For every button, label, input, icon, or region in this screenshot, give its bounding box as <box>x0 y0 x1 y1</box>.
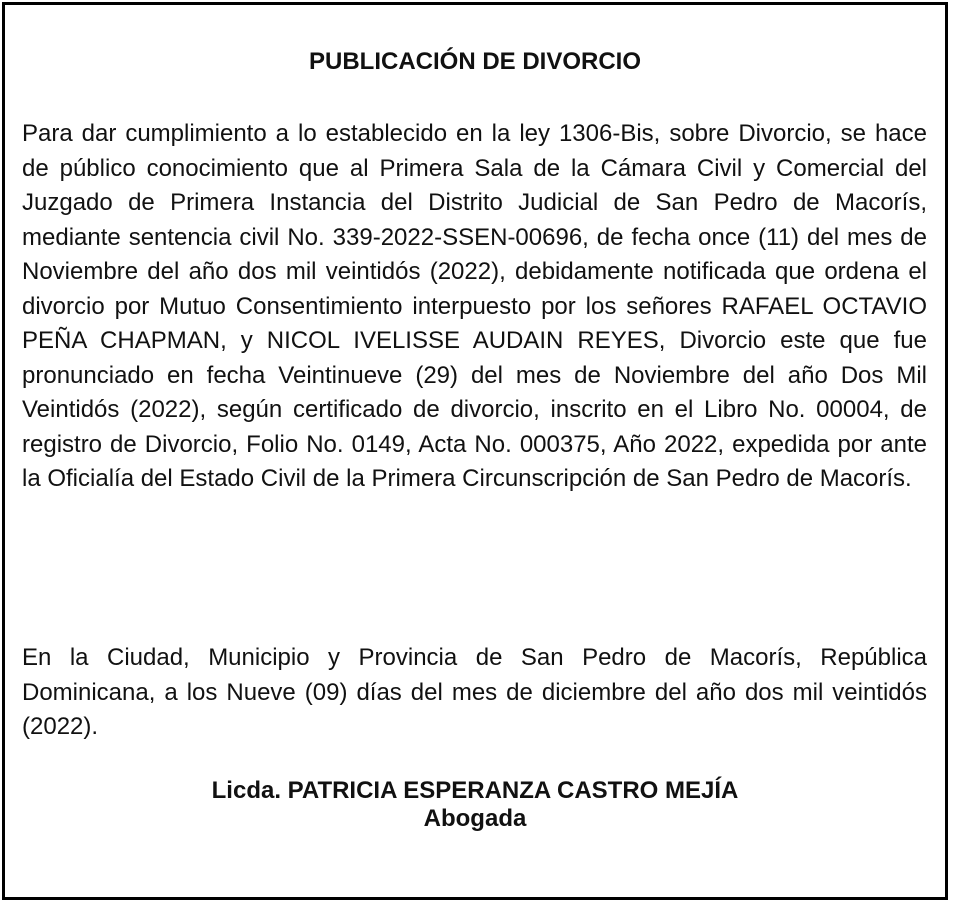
signature-role: Abogada <box>423 805 527 832</box>
notice-title: PUBLICACIÓN DE DIVORCIO <box>308 48 641 75</box>
signature-block <box>5 777 945 833</box>
legal-notice-box <box>2 2 948 900</box>
signature-name: Licda. PATRICIA ESPERANZA CASTRO MEJÍA <box>211 777 739 804</box>
notice-body-paragraph: Para dar cumplimiento a lo establecido en la ley 1306-Bis, sobre Divorcio, se hace de público conocimiento que al Primera Sala de la Cámara Civil y Comercial del Juzgado de Primera Instancia del Distrito Judicial de San Pedro de Macorís, mediante sentencia civil No. 339-2022-SSEN-00696, de fecha once (11) del mes de Noviembre del año dos mil veintidós (2022), debidamente notificada que ordena el divorcio por Mutuo Consentimiento interpuesto por los señores RAFAEL OCTAVIO PEÑA CHAPMAN, y NICOL IVELISSE AUDAIN REYES, Divorcio este que fue pronunciado en fecha Veintinueve (29) del mes de Noviembre del año Dos Mil Veintidós (2022), según certificado de divorcio, inscrito en el Libro No. 00004, de registro de Divorcio, Folio No. 0149, Acta No. 000375, Año 2022, expedida por ante la Oficialía del Estado Civil de la Primera Circunscripción de San Pedro de Macorís. <box>22 120 927 492</box>
notice-date-paragraph: En la Ciudad, Municipio y Provincia de San Pedro de Macorís, República Dominicana, a los Nueve (09) días del mes de diciembre del año dos mil veintidós (2022). <box>22 644 927 740</box>
